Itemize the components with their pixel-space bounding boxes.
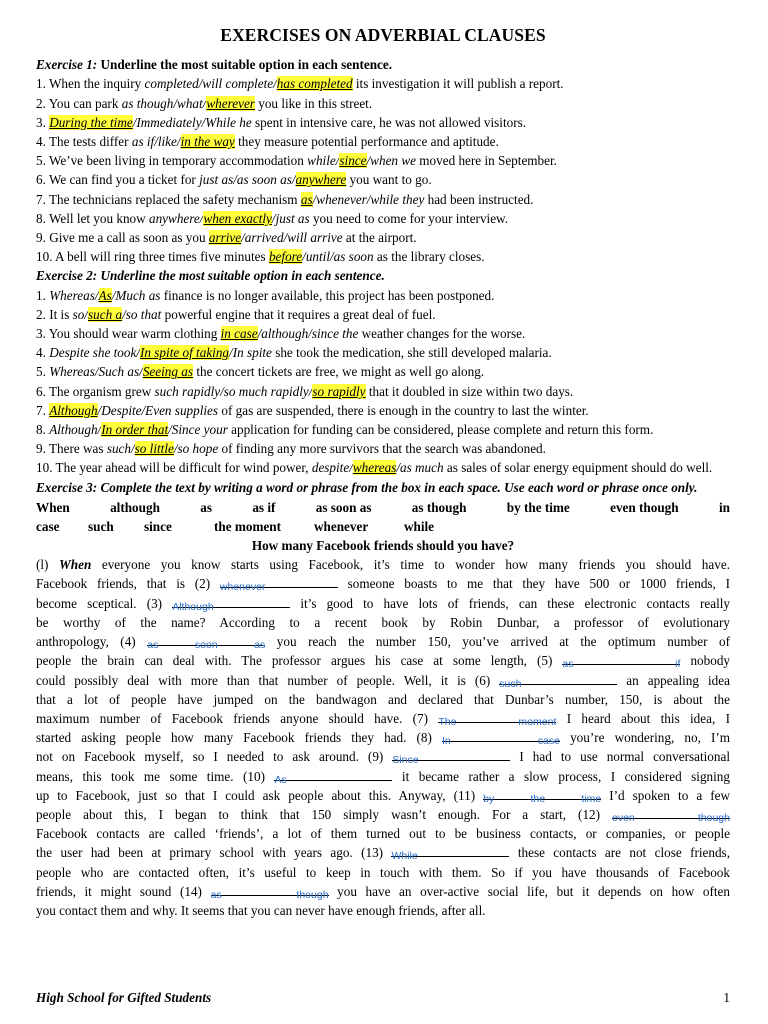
sentence-item [36,439,730,458]
story-text: I’d spoken to a few [601,787,730,803]
sentence-item [36,190,730,209]
sentence-text: the concert tickets are free, we might as well go along. [193,364,485,380]
story-text: people who are contacted often, it’s useful to keep in touch with them. So if you have thousands of Facebook [36,864,730,880]
option-text: /In spite [229,345,272,361]
story-text: could possibly deal with more than that number of people. Well, it is (6) [36,672,500,688]
sentence-text [258,326,526,341]
option-text: /Much as [111,287,161,303]
filled-answer: Since [392,754,419,767]
story-text: anthropology, (4) [36,634,148,650]
exercise-2-list [36,286,730,478]
sentence-item [36,458,730,477]
story-text: everyone you know starts using Facebook, it’s time to wonder how many friends you should have. [91,557,730,573]
underlined-answer: As [98,287,112,303]
story-text: Facebook contacts are called ‘friends’, a lot of them turned out to be business contacts, or companies, or people [36,826,730,842]
sentence-text [174,441,546,456]
sentence-item [36,170,730,189]
sentence-text: powerful engine that it requires a great deal of fuel. [161,306,436,322]
underlined-answer: in the way [180,134,235,150]
sentence-text: you like in this street. [254,95,373,111]
story-text: an appealing idea [617,672,730,688]
option-text: /so that [122,306,162,322]
filled-answer: The moment [438,715,557,728]
sentence-text: 10. A bell will ring three times five minutes [36,249,269,265]
underlined-answer: so little [134,441,174,457]
underlined-answer: wherever [206,95,255,111]
story-text: I had to use normal conversational [510,749,730,765]
sentence-text: weather changes for the worse. [358,326,526,342]
filled-answer: As [274,773,287,786]
story-text: it became rather a slow process, I considered signing [392,768,730,784]
answer-blank [438,709,557,728]
underlined-answer: arrive [208,230,242,246]
story-line [36,805,730,824]
answer-blank [483,786,602,805]
story-text: you contact them and why. It seems that you can never have enough friends, after all. [36,902,486,918]
sentence-text: 8. Well let you know [36,210,149,226]
answer-blank [147,632,266,652]
sentence-item [36,74,730,93]
underlined-answer: In spite of taking [140,345,230,361]
filled-answer: In case [441,735,560,748]
filled-answer: whenever [219,581,266,594]
story-text: someone boasts to me that they have 500 or 1000 friends, I [337,576,730,592]
option-text: as though/what/ [121,95,207,111]
exercise-1-list [36,74,730,266]
story-line [36,632,730,651]
story-text: be worthy of the name? According to a recent book by Robin Dunbar, a professor of evolutionary [36,614,730,630]
story-line [36,728,730,747]
answer-blank [172,594,290,613]
option-text: Whereas/Such as/ [49,364,143,380]
option-text: /as much [396,460,444,476]
sentence-text [168,422,653,437]
option-text: as if/like/ [131,134,181,150]
sentence-text: 9. There was [36,441,107,457]
sentence-item [36,343,730,362]
sentence-text [367,153,557,168]
footer [36,990,730,1006]
story-text: means, this took me some time. (10) [36,768,275,784]
answer-blank [499,671,617,690]
option-text: Despite she took/ [49,345,141,361]
given-answer: When [59,557,92,573]
story-line [36,747,730,766]
sentence-text: you need to come for your interview. [309,210,509,226]
sentence-text [313,192,534,207]
answer-blank [274,767,392,786]
underlined-answer: before [268,249,303,265]
word-box-row-2 [36,517,730,536]
story-text: people the brain can deal with. The professor argues his case at some length, (5) [36,653,563,669]
underlined-answer: as [300,191,313,207]
sentence-text [241,230,416,245]
exercise-2-label: Exercise 2: [36,268,98,284]
answer-blank [392,747,510,767]
sentence-item [36,94,730,113]
box-word: even though [610,499,679,515]
sentence-text: had been instructed. [424,191,534,207]
underlined-answer: such a [88,306,123,322]
box-word: such [88,519,114,535]
sentence-text: they measure potential performance and aptitude. [234,134,499,150]
box-word: since [144,519,172,535]
filled-answer: even though [612,811,730,824]
option-text: /arrived/will arrive [241,230,343,246]
exercise-2-heading [36,266,730,285]
story-line [36,613,730,632]
story-text: you’re wondering, no, I’m [559,730,730,746]
option-text: completed/will complete/ [144,76,277,92]
sentence-text: 10. The year ahead will be difficult for wind power, [36,460,312,476]
box-word: as soon as [315,499,372,515]
sentence-text [133,115,526,130]
sentence-text: 9. Give me a call as soon as you [36,230,209,246]
sentence-text: of finding any more survivors that the search was abandoned. [218,441,546,457]
option-text: just as/as soon as/ [199,172,296,188]
sentence-text: its investigation it will publish a report. [352,76,564,92]
exercise-1-label: Exercise 1: [36,57,98,73]
story-text: the user had been at primary school with years ago. (13) [36,845,392,861]
sentence-text [112,288,495,303]
sentence-text: 3. You should wear warm clothing [36,326,221,342]
sentence-text: 6. We can find you a ticket for [36,172,200,188]
sentence-text [229,345,552,360]
underlined-answer: so rapidly [312,383,366,399]
story-text: friends, it might sound (14) [36,883,211,899]
exercise-2-instruction: Underline the most suitable option in each sentence. [97,268,385,284]
option-text: /when we [366,153,416,169]
answer-blank [612,805,730,824]
sentence-item [36,382,730,401]
box-word: by the time [506,499,570,515]
sentence-item [36,401,730,420]
sentence-text: 2. It is [36,306,73,322]
sentence-item [36,228,730,247]
option-text: /Immediately/While he [132,114,252,130]
exercise-3-instruction: Complete the text by writing a word or phrase from the box in each space. Use each word or phrase once only. [97,479,698,495]
sentence-text: as sales of solar energy equipment should do well. [443,460,713,476]
sentence-item [36,324,730,343]
sentence-item [36,113,730,132]
story-text: that a lot of people have jumped on the bandwagon and declared that Dunbar’s number, 150, is about the [36,691,730,707]
box-word: whenever [314,519,369,535]
page-title: EXERCISES ON ADVERBIAL CLAUSES [220,25,546,45]
box-word: When [36,499,70,515]
story-line [36,574,730,593]
sentence-text: 2. You can park [36,95,122,111]
box-word: as though [411,499,467,515]
filled-answer: by the time [483,792,602,805]
option-text: while/ [307,153,340,169]
option-text: such/ [106,441,135,457]
exercise-1-instruction: Underline the most suitable option in each sentence. [97,57,393,73]
option-text: Although/ [49,422,102,438]
filled-answer: as though [210,888,329,901]
option-text: /until/as soon [302,249,374,265]
underlined-answer: During the time [49,114,133,130]
box-word: in [718,499,730,515]
sentence-text: spent in intensive care, he was not allowed visitors. [251,114,527,130]
answer-blank [219,574,338,594]
story-line [36,594,730,613]
sentence-text [98,403,589,418]
underlined-answer: in case [220,326,258,342]
story-line [36,671,730,690]
story-text: up to Facebook, just so that I could ask people about this. Anyway, (11) [36,787,484,803]
sentence-item [36,286,730,305]
option-text: anywhere/ [148,210,204,226]
story-text: people about this, I began to think that 150 simply wasn’t enough. For a start, (12) [36,806,612,822]
story-text: (l) [36,557,60,573]
story-line [36,767,730,786]
story-text: I heard about this idea, I [556,710,730,726]
sentence-text: 1. When the inquiry [36,76,145,92]
box-word: the moment [214,519,282,535]
sentence-text: 8. [36,422,50,438]
option-text: /whenever/while they [312,191,425,207]
sentence-item [36,420,730,439]
story-text [36,555,730,920]
underlined-answer: whereas [352,460,397,476]
story-text: not on Facebook myself, so I needed to ask around. (9) [36,749,393,765]
story-text: nobody [680,653,731,669]
page-number: 1 [723,990,730,1005]
story-line [36,882,730,901]
story-text: become sceptical. (3) [36,595,173,611]
sentence-text: application for funding can be considered, please complete and return this form. [227,422,654,438]
story-line [36,709,730,728]
underlined-answer: In order that [101,422,169,438]
sentence-item [36,305,730,324]
sentence-text [302,249,484,264]
answer-blank [441,728,560,748]
filled-answer: such [499,677,522,690]
sentence-text [122,307,435,322]
exercise-3-heading [36,478,730,497]
sentence-text: as the library closes. [373,249,485,265]
sentence-text: 5. [36,364,50,380]
exercise-3-label: Exercise 3: [36,479,98,495]
filled-answer: While [391,850,418,863]
sentence-text: 7. [36,402,50,418]
underlined-answer: anywhere [295,172,347,188]
option-text: despite/ [311,460,353,476]
box-word: case [36,519,60,535]
underlined-answer: Seeing as [142,364,194,380]
underlined-answer: since [339,153,367,169]
sentence-item [36,132,730,151]
underlined-answer: when exactly [203,210,272,226]
story-text: maximum number of Facebook friends anyone should have. (7) [36,710,439,726]
story-text: you reach the number 150, you’ve arrived at the optimum number of [265,634,731,650]
sentence-item [36,209,730,228]
sentence-text: 1. [36,287,50,303]
story-line [36,651,730,670]
story-text: these contacts are not close friends, [509,845,730,861]
story-line [36,786,730,805]
box-word: although [110,499,160,515]
sentence-text: finance is no longer available, this project has been postponed. [160,287,495,303]
box-word: as if [252,499,276,515]
sentence-text: that it doubled in size within two days. [365,383,574,399]
option-text: /although/since the [257,326,359,342]
option-text: so/ [72,306,89,322]
sentence-text: moved here in September. [415,153,557,169]
sentence-item [36,151,730,170]
story-title: How many Facebook friends should you have? [251,538,515,554]
option-text: Whereas/ [49,287,99,303]
sentence-text: 4. The tests differ [36,134,132,150]
sentence-item [36,362,730,381]
option-text: /Since your [168,422,228,438]
story-text: started asking people how many Facebook friends they had. (8) [36,730,442,746]
sentence-text: 4. [36,345,50,361]
answer-blank [562,651,681,671]
filled-answer: as if [562,658,681,671]
box-word: while [404,519,435,535]
sentence-item [36,247,730,266]
story-text: Facebook friends, that is (2) [36,576,220,592]
exercise-1-heading [36,55,730,74]
sentence-text: 6. The organism grew [36,383,155,399]
filled-answer: Although [172,600,214,613]
option-text: /Despite/Even supplies [97,402,219,418]
sentence-text [272,211,508,226]
story-text: you have an over-active social life, but it depends on how often [328,883,730,899]
sentence-text: 3. [36,114,50,130]
sentence-text: 5. We’ve been living in temporary accommodation [36,153,308,169]
sentence-text: you want to go. [346,172,432,188]
box-word: as [200,499,212,515]
option-text: such rapidly/so much rapidly/ [154,383,313,399]
answer-blank [391,843,509,863]
worksheet [36,26,730,920]
option-text: /so hope [173,441,219,457]
underlined-answer: Although [49,402,98,418]
sentence-text: 7. The technicians replaced the safety mechanism [36,191,301,207]
story-line [36,690,730,709]
story-text: it’s good to have lots of friends, can these electronic contacts really [290,595,730,611]
story-line [36,901,730,920]
sentence-text [396,460,712,475]
footer-school: High School for Gifted Students [36,990,212,1005]
word-box-row-1 [36,498,730,517]
underlined-answer: has completed [276,76,353,92]
story-line [36,555,730,574]
option-text: /just as [271,210,310,226]
answer-blank [210,882,329,901]
sentence-text: at the airport. [342,230,417,246]
sentence-text: she took the medication, she still developed malaria. [271,345,552,361]
sentence-text: of gas are suspended, there is enough in the country to last the winter. [218,402,589,418]
story-line [36,863,730,882]
story-line [36,843,730,862]
filled-answer: as soon as [147,639,266,652]
story-line [36,824,730,843]
